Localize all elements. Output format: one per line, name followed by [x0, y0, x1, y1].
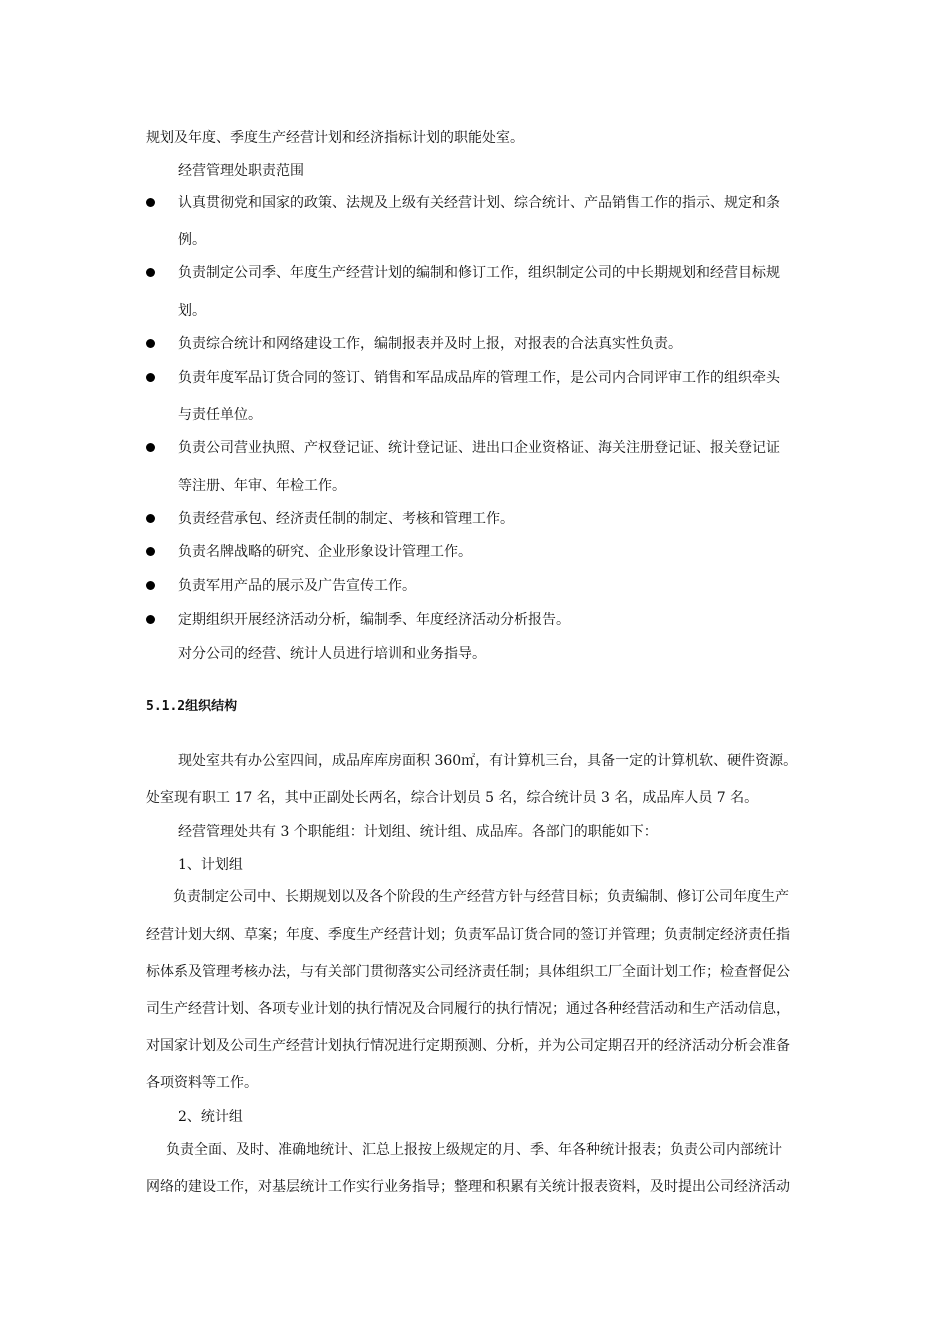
group2-title: 2、统计组	[178, 1109, 243, 1125]
group2-line: 网络的建设工作，对基层统计工作实行业务指导；整理和积累有关统计报表资料，及时提出公司经济活动	[146, 1179, 790, 1195]
group1-line: 对国家计划及公司生产经营计划执行情况进行定期预测、分析，并为公司定期召开的经济活动分析会准备	[146, 1038, 790, 1054]
bullet-item-2-line2: 划。	[178, 303, 206, 319]
group1-line: 经营计划大纲、草案；年度、季度生产经营计划；负责军品订货合同的签订并管理；负责制定经济责任指	[146, 927, 790, 943]
group1-line: 各项资料等工作。	[146, 1075, 258, 1091]
bullet-item-4-line2: 与责任单位。	[178, 407, 262, 423]
bullet-icon	[146, 514, 155, 523]
bullet-icon	[146, 615, 155, 624]
intro-line: 规划及年度、季度生产经营计划和经济指标计划的职能处室。	[146, 130, 524, 146]
group1-line: 标体系及管理考核办法，与有关部门贯彻落实公司经济责任制；具体组织工厂全面计划工作；检查督促公	[146, 964, 790, 980]
bullet-item-5-line2: 等注册、年审、年检工作。	[178, 478, 346, 494]
bullet-icon	[146, 443, 155, 452]
bullet-item-2-line1: 负责制定公司季、年度生产经营计划的编制和修订工作，组织制定公司的中长期规划和经营目标规	[178, 265, 780, 281]
section-heading: 5.1.2组织结构	[146, 699, 238, 714]
bullet-item-3-line1: 负责综合统计和网络建设工作，编制报表并及时上报，对报表的合法真实性负责。	[178, 336, 682, 352]
bullet-item-5-line1: 负责公司营业执照、产权登记证、统计登记证、进出口企业资格证、海关注册登记证、报关登记证	[178, 440, 780, 456]
bullet-item-8-line1: 负责军用产品的展示及广告宣传工作。	[178, 578, 416, 594]
bullet-item-6-line1: 负责经营承包、经济责任制的制定、考核和管理工作。	[178, 511, 514, 527]
scope-title: 经营管理处职责范围	[178, 163, 304, 179]
bullet-icon	[146, 547, 155, 556]
training-line: 对分公司的经营、统计人员进行培训和业务指导。	[178, 646, 486, 662]
bullet-item-4-line1: 负责年度军品订货合同的签订、销售和军品成品库的管理工作，是公司内合同评审工作的组织牵头	[178, 370, 780, 386]
bullet-item-1-line1: 认真贯彻党和国家的政策、法规及上级有关经营计划、综合统计、产品销售工作的指示、规定和条	[178, 195, 780, 211]
bullet-icon	[146, 268, 155, 277]
bullet-item-1-line2: 例。	[178, 232, 206, 248]
group1-line: 负责制定公司中、长期规划以及各个阶段的生产经营方针与经营目标；负责编制、修订公司年度生产	[173, 889, 789, 905]
bullet-item-9-line1: 定期组织开展经济活动分析，编制季、年度经济活动分析报告。	[178, 612, 570, 628]
group2-line: 负责全面、及时、准确地统计、汇总上报按上级规定的月、季、年各种统计报表；负责公司内部统计	[166, 1142, 782, 1158]
group1-title: 1、计划组	[178, 857, 243, 873]
bullet-icon	[146, 198, 155, 207]
org-paragraph-2: 经营管理处共有 3 个职能组：计划组、统计组、成品库。各部门的职能如下：	[178, 824, 658, 840]
bullet-icon	[146, 373, 155, 382]
group1-line: 司生产经营计划、各项专业计划的执行情况及合同履行的执行情况；通过各种经营活动和生产活动信息，	[146, 1001, 790, 1017]
org-paragraph-1-line1: 现处室共有办公室四间，成品库库房面积 360㎡，有计算机三台，具备一定的计算机软、硬件资源。	[178, 753, 798, 769]
bullet-item-7-line1: 负责名牌战略的研究、企业形象设计管理工作。	[178, 544, 472, 560]
bullet-icon	[146, 339, 155, 348]
bullet-icon	[146, 581, 155, 590]
org-paragraph-1-line2: 处室现有职工 17 名，其中正副处长两名，综合计划员 5 名，综合统计员 3 名，成品库人员 7 名。	[146, 790, 759, 806]
